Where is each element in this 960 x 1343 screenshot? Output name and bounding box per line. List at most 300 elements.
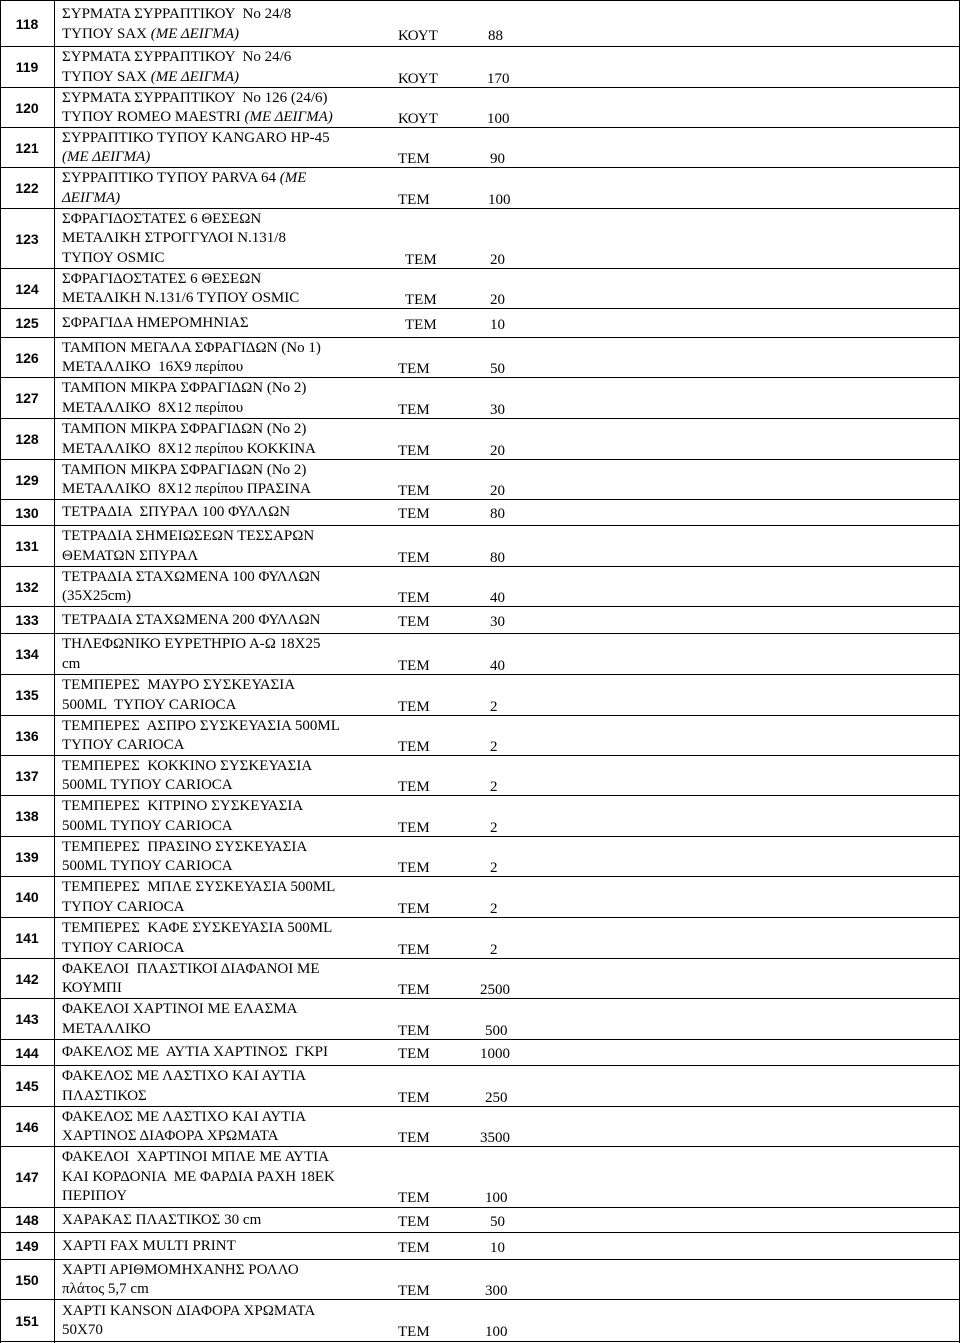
item-description	[62, 5, 960, 44]
item-description	[62, 717, 960, 756]
unit-of-measure: ΤΕΜ	[398, 982, 430, 998]
description-line	[62, 797, 960, 817]
quantity: 2	[490, 698, 498, 715]
description-text: ΧΑΡΑΚΑΣ ΠΛΑΣΤΙΚΟΣ 30 cm	[62, 1211, 262, 1228]
quantity: 20	[490, 292, 505, 308]
description-text: ΤΕΜΠΕΡΕΣ ΚΑΦΕ ΣΥΣΚΕΥΑΣΙΑ 500ML	[62, 920, 333, 936]
quantity: 80	[490, 506, 505, 523]
description-text: ΣΥΡΜΑΤΑ ΣΥΡΡΑΠΤΙΚΟΥ No 126 (24/6)	[62, 89, 328, 106]
item-number: 136	[15, 727, 39, 744]
description-text: ΤΥΠΟΥ OSMIC	[62, 249, 165, 266]
quantity: 40	[490, 590, 505, 606]
description-line	[62, 314, 960, 334]
table-row	[0, 1107, 960, 1147]
description-line	[62, 776, 960, 796]
description-text: ΣΥΡΜΑΤΑ ΣΥΡΡΑΠΤΙΚΟΥ No 24/8	[62, 6, 292, 22]
description-text: ΜΕΤΑΛΛΙΚΟ 8Χ12 περίπου	[62, 399, 244, 416]
item-description	[62, 878, 960, 917]
description-line	[62, 1187, 960, 1207]
unit-of-measure: ΤΕΜ	[398, 698, 430, 715]
unit-of-measure: ΤΕΜ	[398, 442, 430, 459]
table-row	[0, 309, 960, 338]
description-line	[62, 919, 960, 939]
description-text: cm	[62, 655, 81, 672]
item-number: 148	[15, 1212, 39, 1228]
item-description	[62, 48, 960, 87]
unit-of-measure: ΤΕΜ	[398, 151, 430, 167]
item-number: 143	[15, 1011, 39, 1027]
description-line	[62, 857, 960, 877]
table-row	[0, 269, 960, 309]
table-row	[0, 1066, 960, 1107]
description-text: ΔΕΙΓΜΑ)	[62, 189, 121, 206]
description-text: ΤΥΠΟΥ CARIOCA	[62, 898, 185, 915]
description-text: ΧΑΡΤΙ ΑΡΙΘΜΟΜΗΧΑΝΗΣ ΡΟΛΛΟ	[62, 1261, 299, 1278]
unit-of-measure: ΤΕΜ	[398, 590, 430, 606]
item-number: 140	[15, 889, 39, 905]
description-text: 500ML ΤΥΠΟΥ CARIOCA	[62, 817, 233, 834]
description-text: ΣΥΡΡΑΠΤΙΚΟ ΤΥΠΟΥ PARVA 64	[62, 170, 280, 186]
unit-of-measure: ΤΕΜ	[398, 191, 430, 208]
description-text: ΚΑΙ ΚΟΡΔΟΝΙΑ ΜΕ ΦΑΡΔΙΑ ΡΑΧΗ 18ΕΚ	[62, 1168, 335, 1185]
description-text: (ΜΕ ΔΕΙΓΜΑ)	[244, 109, 333, 125]
quantity: 30	[490, 613, 505, 630]
item-description	[62, 919, 960, 958]
item-number: 123	[15, 230, 39, 247]
description-line	[62, 249, 960, 269]
unit-of-measure: ΤΕΜ	[398, 860, 430, 876]
unit-of-measure: ΤΕΜ	[398, 1239, 430, 1256]
description-text: (35Χ25cm)	[62, 588, 132, 604]
quantity: 20	[490, 251, 505, 268]
quantity: 10	[490, 1239, 505, 1256]
quantity: 100	[485, 1324, 508, 1340]
table-row	[0, 1233, 960, 1260]
quantity: 2500	[480, 982, 510, 998]
item-description	[62, 676, 960, 715]
unit-of-measure: ΤΕΜ	[405, 292, 437, 308]
description-line	[62, 289, 960, 309]
quantity: 30	[490, 401, 505, 418]
quantity: 300	[485, 1283, 508, 1299]
table-row	[0, 168, 960, 209]
quantity: 1000	[480, 1046, 510, 1063]
item-number: 128	[15, 431, 39, 447]
quantity: 3500	[480, 1130, 510, 1146]
description-line	[62, 717, 960, 737]
description-line	[62, 503, 960, 523]
table-row	[0, 837, 960, 877]
item-description	[62, 1067, 960, 1106]
item-number: 122	[15, 180, 39, 196]
item-description	[62, 635, 960, 674]
quantity: 250	[485, 1089, 508, 1106]
description-text: ΧΑΡΤΙ FAX MULTI PRINT	[62, 1237, 236, 1254]
description-line	[62, 960, 960, 980]
table-row	[0, 918, 960, 959]
description-line	[62, 148, 960, 168]
description-text: ΤΕΜΠΕΡΕΣ ΜΑΥΡΟ ΣΥΣΚΕΥΑΣΙΑ	[62, 677, 296, 693]
description-text: ΤΥΠΟΥ CARIOCA	[62, 737, 185, 753]
description-text: ΜΕΤΑΛΛΙΚΟ 8Χ12 περίπου ΠΡΑΣΙΝΑ	[62, 481, 311, 497]
description-text: ΠΕΡΙΠΟΥ	[62, 1188, 128, 1205]
description-text: ΜΕΤΑΛΛΙΚΟ 16Χ9 περίπου	[62, 359, 244, 375]
description-line	[62, 399, 960, 419]
table-row	[0, 526, 960, 567]
description-text: 500ML ΤΥΠΟΥ CARIOCA	[62, 696, 237, 713]
unit-of-measure: ΤΕΜ	[398, 739, 430, 755]
unit-of-measure: ΤΕΜ	[398, 1046, 430, 1063]
item-description	[62, 797, 960, 836]
quantity: 20	[490, 442, 505, 459]
table-row	[0, 567, 960, 607]
item-description	[62, 89, 960, 128]
description-text: πλάτος 5,7 cm	[62, 1281, 149, 1297]
table-row	[0, 1260, 960, 1300]
item-description	[62, 757, 960, 796]
item-number: 149	[15, 1238, 39, 1254]
description-line	[62, 1321, 960, 1341]
description-line	[62, 736, 960, 756]
unit-of-measure: ΤΕΜ	[398, 506, 430, 523]
item-number: 134	[15, 646, 39, 662]
description-line	[62, 229, 960, 249]
description-line	[62, 696, 960, 716]
item-number: 139	[15, 848, 39, 865]
description-text: ΤΥΠΟΥ CARIOCA	[62, 939, 185, 956]
quantity: 2	[490, 941, 498, 958]
description-line	[62, 5, 960, 25]
item-number: 144	[15, 1044, 39, 1061]
description-text: ΘΕΜΑΤΩΝ ΣΠΥΡΑΛ	[62, 547, 199, 564]
item-number: 126	[15, 349, 39, 366]
item-description	[62, 420, 960, 459]
description-line	[62, 939, 960, 959]
item-description	[62, 1302, 960, 1341]
unit-of-measure: ΤΕΜ	[398, 1283, 430, 1299]
description-text: ΤΗΛΕΦΩΝΙΚΟ ΕΥΡΕΤΗΡΙΟ Α-Ω 18Χ25	[62, 636, 321, 652]
description-text: ΧΑΡΤΙ KANSON ΔΙΑΦΟΡΑ ΧΡΩΜΑΤΑ	[62, 1302, 316, 1319]
table-row	[0, 959, 960, 999]
description-text: ΠΛΑΣΤΙΚΟΣ	[62, 1087, 147, 1104]
description-text: (ΜΕ ΔΕΙΓΜΑ)	[62, 149, 151, 165]
description-text: (ΜΕ ΔΕΙΓΜΑ)	[150, 25, 239, 42]
unit-of-measure: ΤΕΜ	[398, 900, 430, 917]
item-number: 150	[15, 1271, 39, 1288]
item-description	[62, 1148, 960, 1207]
item-number: 142	[15, 970, 39, 987]
table-row	[0, 209, 960, 269]
table-row	[0, 999, 960, 1040]
quantity: 10	[490, 316, 505, 333]
item-description	[62, 527, 960, 566]
unit-of-measure: ΚΟΥΤ	[398, 111, 438, 127]
description-line	[62, 89, 960, 109]
quantity: 50	[490, 1213, 505, 1230]
description-line	[62, 1261, 960, 1281]
description-line	[62, 358, 960, 378]
description-line	[62, 169, 960, 189]
description-line	[62, 611, 960, 631]
item-number: 124	[15, 280, 39, 297]
description-text: ΤΑΜΠΟΝ ΜΙΚΡΑ ΣΦΡΑΓΙΔΩΝ (Νο 2)	[62, 461, 307, 478]
unit-of-measure: ΤΕΜ	[398, 941, 430, 958]
item-description	[62, 960, 960, 999]
item-number: 135	[15, 687, 39, 703]
description-line	[62, 210, 960, 230]
description-line	[62, 1043, 960, 1063]
description-line	[62, 129, 960, 149]
item-description	[62, 1043, 960, 1063]
unit-of-measure: ΤΕΜ	[398, 1324, 430, 1340]
item-description	[62, 611, 960, 631]
description-line	[62, 1168, 960, 1188]
item-number: 120	[15, 99, 39, 116]
item-description	[62, 129, 960, 168]
item-number: 147	[15, 1169, 39, 1185]
item-number: 146	[15, 1118, 39, 1135]
quantity: 90	[490, 151, 505, 167]
item-number: 131	[15, 538, 39, 554]
unit-of-measure: ΤΕΜ	[398, 483, 430, 499]
description-line	[62, 48, 960, 68]
item-description	[62, 270, 960, 309]
unit-of-measure: ΤΕΜ	[398, 1190, 430, 1207]
quantity: 100	[487, 111, 510, 127]
description-line	[62, 1127, 960, 1147]
item-description	[62, 1261, 960, 1300]
table-row	[0, 378, 960, 419]
table-row	[0, 796, 960, 837]
description-text: ΧΑΡΤΙΝΟΣ ΔΙΑΦΟΡΑ ΧΡΩΜΑΤΑ	[62, 1128, 279, 1144]
description-line	[62, 635, 960, 655]
description-line	[62, 838, 960, 858]
description-text: ΤΕΜΠΕΡΕΣ ΜΠΛΕ ΣΥΣΚΕΥΑΣΙΑ 500ML	[62, 879, 336, 895]
unit-of-measure: ΚΟΥΤ	[398, 70, 438, 87]
description-text: ΚΟΥΜΠΙ	[62, 980, 122, 996]
quantity: 2	[490, 860, 498, 876]
item-number: 129	[15, 471, 39, 488]
description-line	[62, 270, 960, 290]
description-line	[62, 587, 960, 607]
unit-of-measure: ΤΕΜ	[398, 613, 430, 630]
table-row	[0, 634, 960, 675]
item-number: 132	[15, 578, 39, 595]
description-text: ΣΥΡΡΑΠΤΙΚΟ ΤΥΠΟΥ KANGARO HP-45	[62, 129, 330, 146]
item-description	[62, 314, 960, 334]
quantity: 50	[490, 361, 505, 377]
description-text: 500ML ΤΥΠΟΥ CARIOCA	[62, 858, 233, 874]
description-text: ΣΦΡΑΓΙΔΑ ΗΜΕΡΟΜΗΝΙΑΣ	[62, 314, 249, 331]
description-text: ΤΑΜΠΟΝ ΜΙΚΡΑ ΣΦΡΑΓΙΔΩΝ (Νο 2)	[62, 421, 307, 437]
table-row	[0, 419, 960, 460]
quantity: 2	[490, 779, 498, 795]
description-text: ΦΑΚΕΛΟΣ ΜΕ ΛΑΣΤΙΧΟ ΚΑΙ ΑΥΤΙΑ	[62, 1108, 307, 1125]
description-text: ΤΕΜΠΕΡΕΣ ΠΡΑΣΙΝΟ ΣΥΣΚΕΥΑΣΙΑ	[62, 838, 308, 855]
description-line	[62, 1148, 960, 1168]
unit-of-measure: ΤΕΜ	[398, 401, 430, 418]
description-line	[62, 1280, 960, 1300]
item-number: 118	[15, 15, 39, 32]
item-description	[62, 838, 960, 877]
description-line	[62, 1067, 960, 1087]
quantity: 500	[485, 1022, 508, 1039]
description-line	[62, 817, 960, 837]
description-text: ΦΑΚΕΛΟΣ ΜΕ ΑΥΤΙΑ ΧΑΡΤΙΝΟΣ ΓΚΡΙ	[62, 1044, 329, 1061]
quantity: 2	[490, 900, 498, 917]
unit-of-measure: ΤΕΜ	[398, 549, 430, 566]
unit-of-measure: ΤΕΜ	[398, 1022, 430, 1039]
quantity: 20	[490, 483, 505, 499]
description-text: ΣΥΡΜΑΤΑ ΣΥΡΡΑΠΤΙΚΟΥ No 24/6	[62, 49, 292, 65]
description-line	[62, 189, 960, 209]
table-row	[0, 607, 960, 634]
description-text: ΤΕΤΡΑΔΙΑ ΣΤΑΧΩΜΕΝΑ 200 ΦΥΛΛΩΝ	[62, 611, 321, 628]
description-text: ΤΑΜΠΟΝ ΜΕΓΑΛΑ ΣΦΡΑΓΙΔΩΝ (Νο 1)	[62, 339, 321, 356]
quantity: 88	[488, 27, 503, 44]
description-line	[62, 1302, 960, 1322]
unit-of-measure: ΤΕΜ	[398, 779, 430, 795]
unit-of-measure: ΤΕΜ	[398, 819, 430, 836]
item-description	[62, 210, 960, 269]
description-text: ΤΑΜΠΟΝ ΜΙΚΡΑ ΣΦΡΑΓΙΔΩΝ (Νο 2)	[62, 380, 307, 396]
quantity: 170	[487, 70, 510, 87]
description-line	[62, 1108, 960, 1128]
quantity: 40	[490, 657, 505, 674]
item-description	[62, 503, 960, 523]
item-number: 145	[15, 1078, 39, 1094]
description-line	[62, 527, 960, 547]
description-text: ΦΑΚΕΛΟΙ ΠΛΑΣΤΙΚΟΙ ΔΙΑΦΑΝΟΙ ΜΕ	[62, 960, 320, 977]
description-line	[62, 878, 960, 898]
table-row	[0, 88, 960, 128]
description-text: ΦΑΚΕΛΟΙ ΧΑΡΤΙΝΟΙ ΜΕ ΕΛΑΣΜΑ	[62, 1001, 298, 1017]
description-line	[62, 979, 960, 999]
description-text: ΤΕΜΠΕΡΕΣ ΚΟΚΚΙΝΟ ΣΥΣΚΕΥΑΣΙΑ	[62, 757, 313, 774]
unit-of-measure: ΚΟΥΤ	[398, 27, 438, 44]
table-row	[0, 1300, 960, 1342]
description-text: ΤΕΜΠΕΡΕΣ ΑΣΠΡΟ ΣΥΣΚΕΥΑΣΙΑ 500ML	[62, 717, 340, 734]
description-line	[62, 898, 960, 918]
description-line	[62, 1087, 960, 1107]
item-number: 121	[15, 139, 39, 156]
description-line	[62, 68, 960, 88]
item-number: 137	[15, 767, 39, 784]
quantity: 100	[488, 191, 511, 208]
item-description	[62, 379, 960, 418]
description-text: ΜΕΤΑΛΛΙΚΟ 8Χ12 περίπου ΚΟΚΚΙΝΑ	[62, 440, 316, 457]
description-line	[62, 339, 960, 359]
description-line	[62, 1020, 960, 1040]
table-row	[0, 1208, 960, 1233]
description-text: ΜΕΤΑΛΙΚΗ ΣΤΡΟΓΓΥΛΟΙ Ν.131/8	[62, 230, 286, 247]
description-line	[62, 1000, 960, 1020]
table-row	[0, 756, 960, 796]
quantity: 2	[490, 819, 498, 836]
unit-of-measure: ΤΕΜ	[398, 1213, 430, 1230]
item-description	[62, 461, 960, 500]
description-line	[62, 568, 960, 588]
table-row	[0, 460, 960, 500]
description-text: (ΜΕ ΔΕΙΓΜΑ)	[150, 68, 239, 85]
description-text: ΤΕΜΠΕΡΕΣ ΚΙΤΡΙΝΟ ΣΥΣΚΕΥΑΣΙΑ	[62, 798, 304, 814]
description-text: ΦΑΚΕΛΟΙ ΧΑΡΤΙΝΟΙ ΜΠΛΕ ΜΕ ΑΥΤΙΑ	[62, 1149, 329, 1166]
item-description	[62, 1108, 960, 1147]
description-text: ΤΕΤΡΑΔΙΑ ΣΠΥΡΑΛ 100 ΦΥΛΛΩΝ	[62, 504, 291, 521]
description-text: ΦΑΚΕΛΟΣ ΜΕ ΛΑΣΤΙΧΟ ΚΑΙ ΑΥΤΙΑ	[62, 1068, 307, 1084]
description-text: ΤΥΠΟΥ SAX	[62, 25, 151, 42]
description-line	[62, 108, 960, 128]
description-line	[62, 461, 960, 481]
item-number: 119	[15, 59, 39, 75]
description-line	[62, 1211, 960, 1231]
description-text: ΣΦΡΑΓΙΔΟΣΤΑΤΕΣ 6 ΘΕΣΕΩΝ	[62, 210, 262, 227]
item-number: 141	[15, 930, 39, 946]
description-line	[62, 440, 960, 460]
description-text: ΤΥΠΟΥ SAX	[62, 68, 151, 85]
description-line	[62, 547, 960, 567]
item-number: 130	[15, 504, 39, 521]
description-line	[62, 379, 960, 399]
unit-of-measure: ΤΕΜ	[405, 251, 437, 268]
description-text: ΣΦΡΑΓΙΔΟΣΤΑΤΕΣ 6 ΘΕΣΕΩΝ	[62, 270, 262, 287]
description-text: ΤΥΠΟΥ ROMEO MAESTRI	[62, 109, 245, 125]
description-line	[62, 676, 960, 696]
table-row	[0, 0, 960, 47]
description-text: 500ML ΤΥΠΟΥ CARIOCA	[62, 777, 233, 793]
description-text: ΜΕΤΑΛΙΚΗ Ν.131/6 ΤΥΠΟΥ OSMIC	[62, 290, 300, 306]
table-row	[0, 500, 960, 526]
description-text: ΤΕΤΡΑΔΙΑ ΣΗΜΕΙΩΣΕΩΝ ΤΕΣΣΑΡΩΝ	[62, 528, 315, 544]
item-description	[62, 568, 960, 607]
item-description	[62, 1211, 960, 1231]
item-number: 151	[15, 1312, 39, 1329]
description-line	[62, 480, 960, 500]
description-text: (ΜΕ	[279, 170, 307, 186]
table-row	[0, 338, 960, 378]
description-line	[62, 420, 960, 440]
table-row	[0, 1040, 960, 1066]
description-text: ΜΕΤΑΛΛΙΚΟ	[62, 1020, 151, 1037]
item-number: 138	[15, 808, 39, 824]
item-number: 133	[15, 612, 39, 628]
item-description	[62, 1000, 960, 1039]
quantity: 2	[490, 739, 498, 755]
table-row	[0, 675, 960, 716]
unit-of-measure: ΤΕΜ	[398, 657, 430, 674]
table-row	[0, 716, 960, 756]
unit-of-measure: ΤΕΜ	[398, 361, 430, 377]
unit-of-measure: ΤΕΜ	[398, 1089, 430, 1106]
unit-of-measure: ΤΕΜ	[398, 1130, 430, 1146]
item-number: 127	[15, 390, 39, 406]
item-description	[62, 339, 960, 378]
description-line	[62, 25, 960, 45]
quantity: 80	[490, 549, 505, 566]
description-line	[62, 757, 960, 777]
description-line	[62, 1237, 960, 1257]
item-description	[62, 1237, 960, 1257]
table-row	[0, 128, 960, 168]
description-text: ΤΕΤΡΑΔΙΑ ΣΤΑΧΩΜΕΝΑ 100 ΦΥΛΛΩΝ	[62, 568, 321, 585]
unit-of-measure: ΤΕΜ	[405, 316, 437, 333]
item-number: 125	[15, 315, 39, 331]
item-description	[62, 169, 960, 208]
description-text: 50Χ70	[62, 1322, 103, 1338]
quantity: 100	[485, 1190, 508, 1207]
description-line	[62, 655, 960, 675]
table-row	[0, 877, 960, 918]
